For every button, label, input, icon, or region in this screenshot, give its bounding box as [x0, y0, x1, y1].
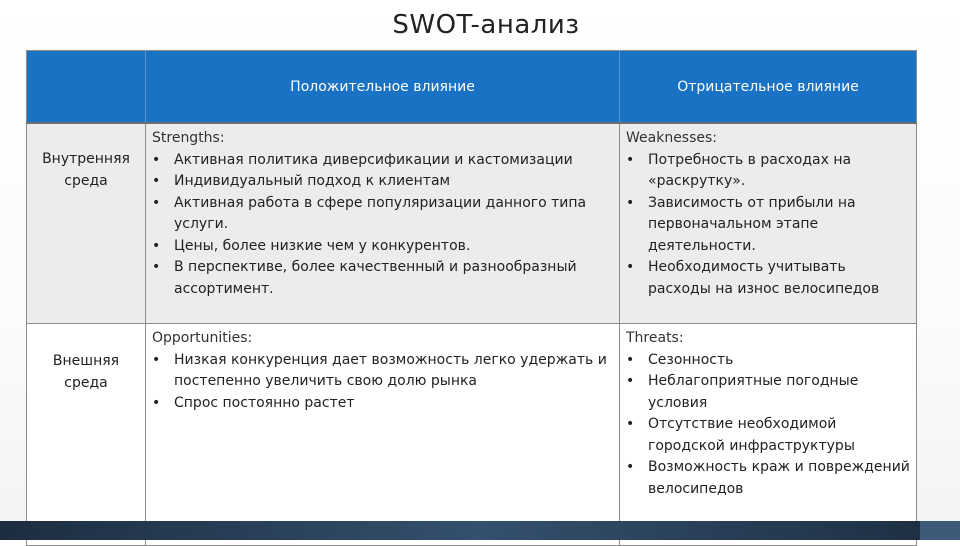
- header-negative-influence: Отрицательное влияние: [620, 51, 917, 124]
- list-item: • Необходимость учитывать расходы на износ велосипедов: [626, 257, 910, 300]
- threats-title: Threats:: [626, 330, 684, 346]
- internal-environment-row: [27, 123, 917, 324]
- list-item: • Неблагоприятные погодные условия: [626, 371, 910, 414]
- list-item: • Цены, более низкие чем у конкурентов.: [152, 236, 613, 258]
- list-item: • Отсутствие необходимой городской инфраструктуры: [626, 414, 910, 457]
- list-item: • Зависимость от прибыли на первоначальном этапе деятельности.: [626, 193, 910, 258]
- slide-title: SWOT-анализ: [392, 10, 580, 40]
- opportunities-list: [152, 350, 613, 415]
- external-environment-row: [27, 324, 917, 546]
- header-positive-influence: Положительное влияние: [146, 51, 620, 124]
- list-item: • Низкая конкуренция дает возможность легко удержать и постепенно увеличить свою долю рынка: [152, 350, 613, 393]
- weaknesses-list: [626, 150, 910, 301]
- list-item: • Сезонность: [626, 350, 910, 372]
- threats-cell: [620, 324, 917, 546]
- weaknesses-cell: [620, 123, 917, 324]
- header-row: [27, 51, 917, 124]
- list-item: • Спрос постоянно растет: [152, 393, 613, 415]
- list-item: • Активная политика диверсификации и кастомизации: [152, 150, 613, 172]
- strengths-list: [152, 150, 613, 301]
- external-environment-label: Внешняя среда: [27, 324, 146, 546]
- threats-list: [626, 350, 910, 501]
- list-item: • Индивидуальный подход к клиентам: [152, 171, 613, 193]
- opportunities-cell: [146, 324, 620, 546]
- footer-bar: [0, 521, 960, 540]
- list-item: • Активная работа в сфере популяризации данного типа услуги.: [152, 193, 613, 236]
- header-corner-cell: [27, 51, 146, 124]
- list-item: • Возможность краж и повреждений велосипедов: [626, 457, 910, 500]
- strengths-title: Strengths:: [152, 130, 225, 146]
- internal-environment-label: Внутренняя среда: [27, 123, 146, 324]
- opportunities-title: Opportunities:: [152, 330, 253, 346]
- swot-table: [26, 50, 917, 546]
- weaknesses-title: Weaknesses:: [626, 130, 718, 146]
- list-item: • Потребность в расходах на «раскрутку».: [626, 150, 910, 193]
- list-item: • В перспективе, более качественный и разнообразный ассортимент.: [152, 257, 613, 300]
- strengths-cell: [146, 123, 620, 324]
